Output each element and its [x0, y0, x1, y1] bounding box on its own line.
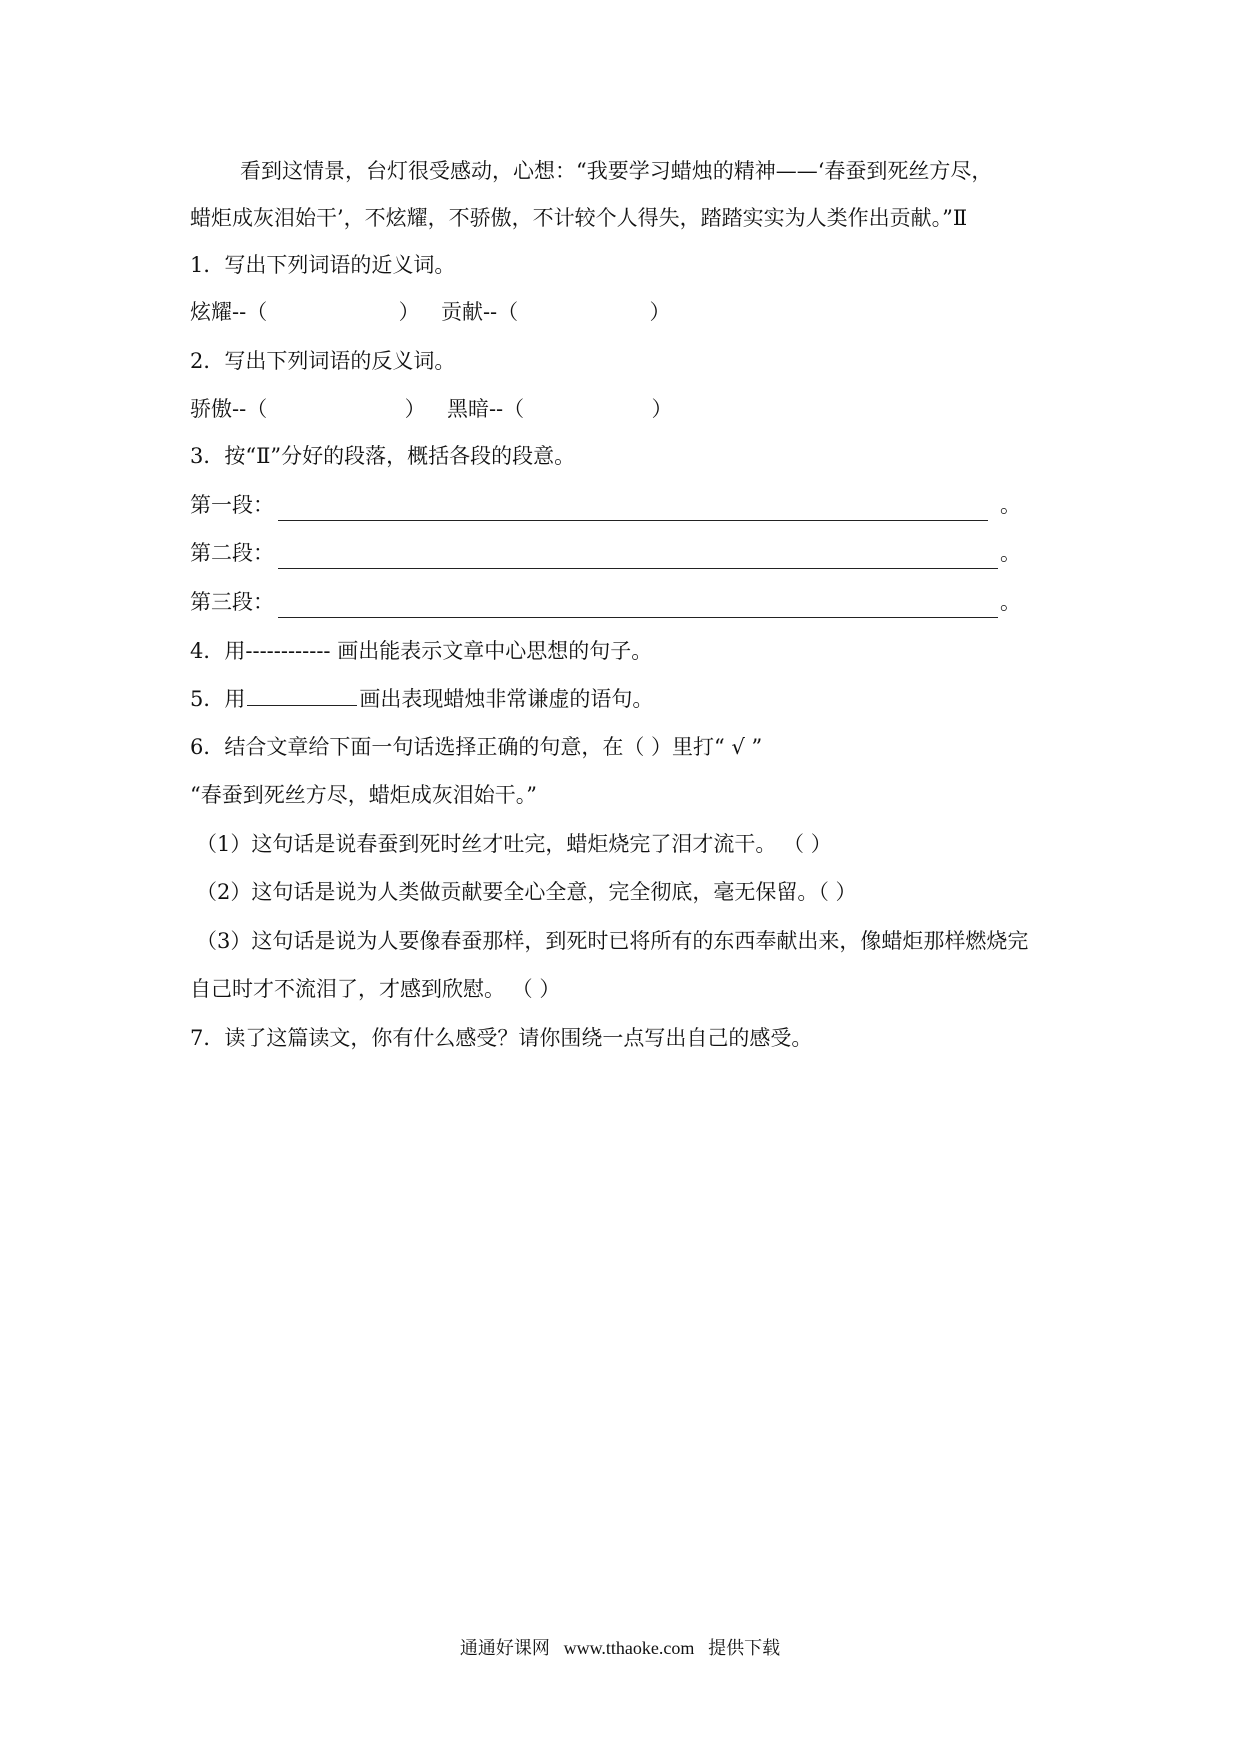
- segment-3-answer-line[interactable]: [278, 617, 998, 618]
- q4-suffix: 画出能表示文章中心思想的句子。: [337, 639, 653, 663]
- q2-word1: 骄傲--（: [190, 397, 268, 421]
- q5-underline-mark: [247, 685, 357, 706]
- question-2-title: 2．写出下列词语的反义词。: [190, 349, 456, 373]
- question-6-quote: “春蚕到死丝方尽，蜡炬成灰泪始干。”: [190, 783, 537, 807]
- passage-line-1: 看到这情景，台灯很受感动，心想：“我要学习蜡烛的精神——‘春蚕到死丝方尽，: [240, 159, 993, 183]
- q2-word2: 黑暗--（: [446, 397, 525, 421]
- footer-url[interactable]: www.tthaoke.com: [563, 1638, 695, 1658]
- footer-site-name: 通通好课网: [459, 1638, 550, 1659]
- question-5: [190, 684, 653, 714]
- segment-2-label: 第二段：: [190, 541, 274, 565]
- q1-word2: 贡献--（: [440, 300, 519, 324]
- q4-dash-mark: ------------: [245, 639, 331, 663]
- segment-2-answer-line[interactable]: [278, 568, 998, 569]
- q1-close2: ）: [649, 300, 671, 324]
- question-6-option-3-line-1[interactable]: （3）这句话是说为人要像春蚕那样，到死时已将所有的东西奉献出来，像蜡炬那样燃烧完: [196, 929, 1029, 953]
- q5-suffix: 画出表现蜡烛非常谦虚的语句。: [359, 687, 654, 711]
- question-2-answers: [190, 394, 673, 424]
- q2-close2: ）: [651, 397, 673, 421]
- question-6-option-2[interactable]: （2）这句话是说为人类做贡献要全心全意，完全彻底，毫无保留。（ ）: [196, 880, 857, 904]
- segment-3-label: 第三段：: [190, 590, 274, 614]
- segment-3-end: 。: [1000, 590, 1021, 614]
- question-6-option-1[interactable]: （1）这句话是说春蚕到死时丝才吐完，蜡炬烧完了泪才流干。 （ ）: [196, 832, 832, 856]
- question-6-option-3-line-2[interactable]: 自己时才不流泪了，才感到欣慰。 （ ）: [190, 977, 561, 1001]
- segment-1-answer-line[interactable]: [278, 520, 988, 521]
- segment-2-end: 。: [1000, 541, 1021, 565]
- question-7-title: 7．读了这篇读文，你有什么感受？请你围绕一点写出自己的感受。: [190, 1026, 813, 1050]
- q1-close1: ）: [398, 300, 420, 324]
- q4-prefix: 4．用: [190, 639, 246, 663]
- question-1-answers: [190, 297, 671, 327]
- passage-line-2: 蜡炬成灰泪始干’，不炫耀，不骄傲，不计较个人得失，踏踏实实为人类作出贡献。”Ⅱ: [190, 206, 968, 230]
- question-4: [190, 636, 652, 666]
- segment-1-end: 。: [1000, 493, 1021, 517]
- q1-word1: 炫耀--（: [190, 300, 268, 324]
- footer-note: 提供下载: [708, 1638, 781, 1659]
- q2-close1: ）: [404, 397, 426, 421]
- question-6-title: 6．结合文章给下面一句话选择正确的句意，在（ ）里打“ √ ”: [190, 735, 763, 759]
- question-3-title: 3．按“Ⅱ”分好的段落，概括各段的段意。: [190, 444, 576, 468]
- segment-1-label: 第一段：: [190, 493, 274, 517]
- page-footer: [0, 1636, 1240, 1661]
- question-1-title: 1．写出下列词语的近义词。: [190, 253, 456, 277]
- q5-prefix: 5．用: [190, 687, 246, 711]
